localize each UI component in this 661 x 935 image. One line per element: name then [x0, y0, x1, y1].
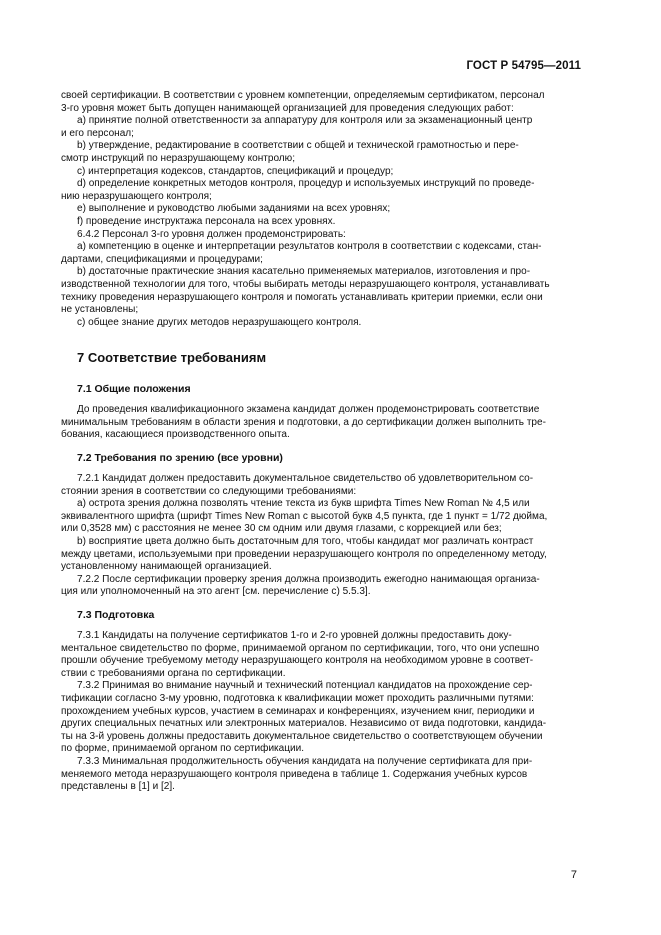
text-line: своей сертификации. В соответствии с уровнем компетенции, определяемым сертификатом, персонал	[61, 90, 545, 101]
text-line: меняемого метода неразрушающего контроля приведена в таблице 1. Содержания учебных курсов	[61, 768, 528, 780]
text-line: ты на 3-й уровень должны предоставить документальное свидетельство о соответствующем обучении	[61, 730, 543, 742]
text-line: не установлены;	[61, 304, 139, 316]
text-line: и его персонал;	[61, 127, 134, 139]
subsection-heading: 7.2 Требования по зрению (все уровни)	[77, 452, 283, 465]
text-line: 3-го уровня может быть допущен нанимающей организацией для проведения следующих работ:	[61, 102, 514, 114]
paragraph-block	[61, 404, 593, 442]
text-line: До проведения квалификационного экзамена кандидат должен продемонстрировать соответствие	[77, 404, 540, 416]
text-line: изводственной технологии для того, чтобы выбирать методы неразрушающего контроля, устанавливать	[61, 278, 550, 290]
text-line: а) острота зрения должна позволять чтение текста из букв шрифта Times New Roman № 4,5 или	[77, 498, 530, 510]
page-number: 7	[570, 869, 577, 881]
text-line: представлены в [1] и [2].	[61, 781, 175, 793]
text-line: e) выполнение и руководство любыми заданиями на всех уровнях;	[77, 203, 391, 215]
text-line: 7.3.2 Принимая во внимание научный и технический потенциал кандидатов на прохождение сер-	[77, 680, 533, 692]
text-line: 6.4.2 Персонал 3-го уровня должен продемонстрировать:	[77, 228, 346, 240]
text-line: ция или уполномоченный на это агент [см. перечисление с) 5.5.3].	[61, 586, 371, 598]
text-line: c) общее знание других методов неразрушающего контроля.	[77, 316, 362, 328]
text-line: ментальное свидетельство по форме, принимаемой органом по сертификации, того, что они успешно	[61, 642, 540, 654]
subsection-heading: 7.1 Общие положения	[77, 383, 191, 396]
text-line: по форме, принимаемой органом по сертификации.	[61, 743, 305, 755]
text-line: между цветами, используемыми при проведении неразрушающего контроля по определенному методу,	[61, 548, 547, 560]
text-line: 7.3.1 Кандидаты на получение сертификатов 1-го и 2-го уровней должны предоставить доку-	[77, 630, 512, 641]
text-line: бования, касающиеся производственного опыта.	[61, 429, 290, 441]
text-line: ствии с требованиями органа по сертификации.	[61, 667, 286, 679]
paragraph-block	[61, 473, 593, 599]
text-line: а) принятие полной ответственности за аппаратуру для контроля или за экзаменационный центр	[77, 115, 533, 127]
text-line: установленному нанимающей организацией.	[61, 561, 272, 573]
text-line: тификации согласно 3-му уровню, подготовка к квалификации может проходить различными путями:	[61, 692, 534, 704]
page-body	[61, 90, 593, 794]
text-line: стоянии зрения в соответствии со следующими требованиями:	[61, 485, 357, 497]
text-line: других специальных печатных или электронных материалов. Независимо от вида подготовки, кандида-	[61, 718, 547, 730]
text-line: 7.3.3 Минимальная продолжительность обучения кандидата на получение сертификата для при-	[77, 755, 533, 767]
document-code-header: ГОСТ Р 54795—2011	[466, 60, 581, 72]
text-line: 7.2.1 Кандидат должен предоставить документальное свидетельство об удовлетворительном со-	[77, 473, 534, 485]
text-line: c) интерпретация кодексов, стандартов, спецификаций и процедур;	[77, 165, 394, 177]
text-line: или 0,3528 мм) с расстояния не менее 30 см одним или двумя глазами, с коррекцией или без;	[61, 523, 502, 535]
section-heading: 7 Соответствие требованиям	[77, 350, 267, 366]
text-line: d) определение конкретных методов контроля, процедур и используемых инструкций по проведе-	[77, 178, 535, 190]
text-line: 7.2.2 После сертификации проверку зрения должна производить ежегодно нанимающая организа-	[77, 573, 540, 585]
subsection-heading: 7.3 Подготовка	[77, 609, 155, 621]
text-line: b) утверждение, редактирование в соответствии с общей и технической грамотностью и пере-	[77, 140, 519, 152]
text-line: минимальным требованиям в области зрения и подготовки, а до сертификации должен выполнить тре-	[61, 416, 546, 428]
text-line: b) достаточные практические знания касательно применяемых материалов, изготовления и про-	[77, 266, 531, 278]
paragraph-block	[61, 630, 593, 794]
text-line: нию неразрушающего контроля;	[61, 190, 212, 202]
text-line: прохождением учебных курсов, участием в семинарах и конференциях, изучением книг, периодики и	[61, 705, 535, 717]
text-line: эквивалентного шрифта (шрифт Times New Roman с высотой букв 4,5 пункта, где 1 пункт = 1/72 дюйма,	[61, 510, 548, 522]
text-line: прошли обучение требуемому методу неразрушающего контроля на необходимом уровне в соответ-	[61, 655, 534, 667]
text-line: а) компетенцию в оценке и интерпретации результатов контроля в соответствии с кодексами, стан-	[77, 241, 542, 253]
paragraph-block	[61, 90, 593, 329]
text-line: технику проведения неразрушающего контроля и помогать устанавливать критерии приемки, если они	[61, 291, 543, 303]
text-line: b) восприятие цвета должно быть достаточным для того, чтобы кандидат мог различать контраст	[77, 536, 534, 548]
text-line: смотр инструкций по неразрушающему контролю;	[61, 152, 295, 164]
text-line: дартами, спецификациями и процедурами;	[61, 253, 263, 265]
text-line: f) проведение инструктажа персонала на всех уровнях.	[77, 215, 336, 227]
